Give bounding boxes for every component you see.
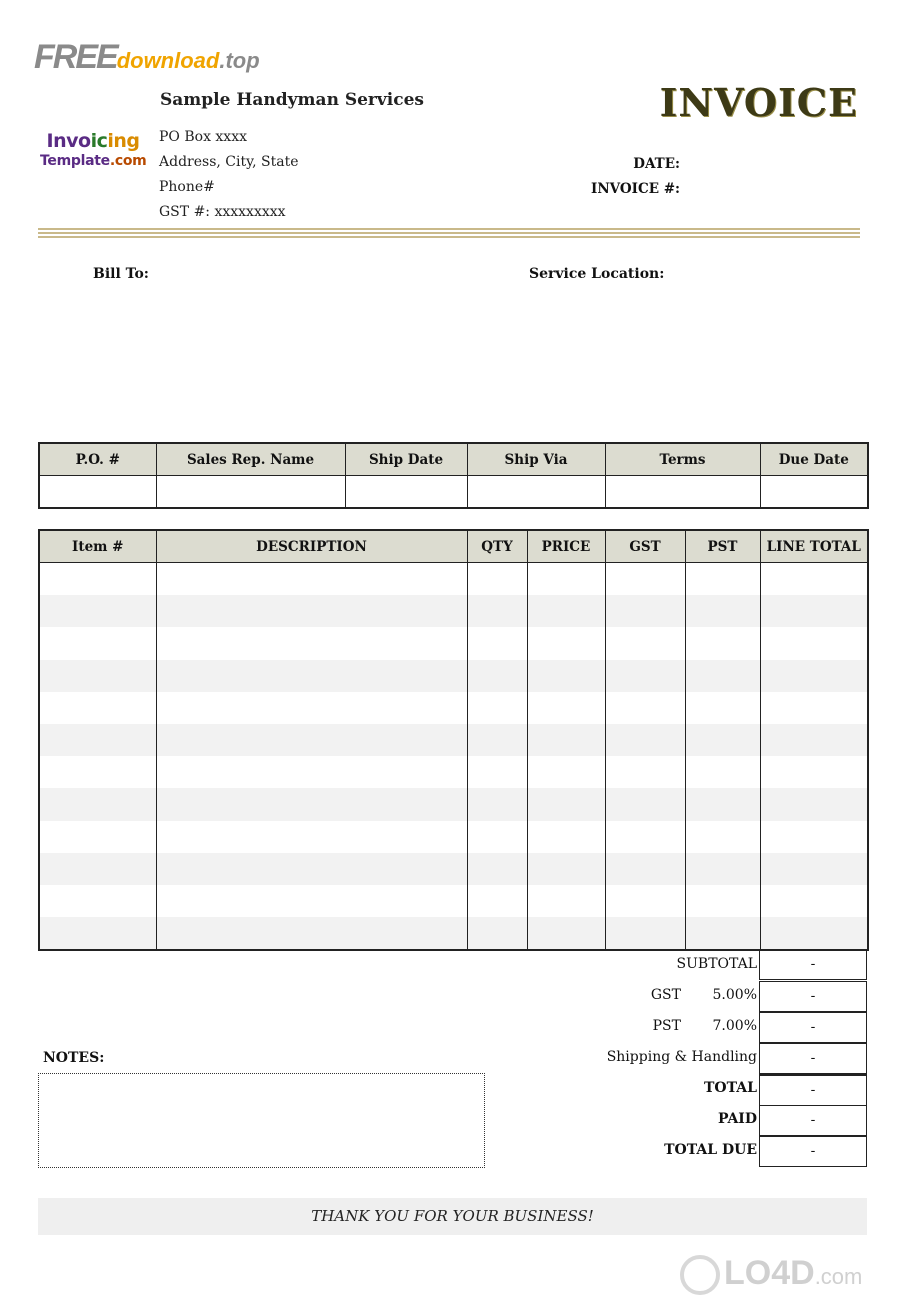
item-cell[interactable]	[527, 563, 605, 596]
invoice-title: INVOICE	[659, 80, 858, 125]
item-cell[interactable]	[156, 595, 467, 627]
item-cell[interactable]	[527, 917, 605, 950]
item-cell[interactable]	[605, 563, 685, 596]
item-cell[interactable]	[467, 853, 527, 885]
description-header: DESCRIPTION	[156, 530, 467, 563]
lo4d-icon	[680, 1255, 720, 1295]
item-cell[interactable]	[605, 917, 685, 950]
item-cell[interactable]	[605, 595, 685, 627]
ship-date-cell[interactable]	[345, 476, 467, 509]
company-name: Sample Handyman Services	[160, 90, 424, 110]
address-line-1: PO Box xxxx	[159, 129, 247, 145]
table-row	[39, 853, 868, 885]
item-cell[interactable]	[527, 692, 605, 724]
company-logo: Invoicing Template.com	[40, 130, 147, 169]
item-cell[interactable]	[685, 627, 760, 659]
terms-cell[interactable]	[605, 476, 760, 509]
address-line-4: GST #: xxxxxxxxx	[159, 204, 286, 220]
item-cell[interactable]	[156, 692, 467, 724]
table-row	[39, 563, 868, 596]
item-cell[interactable]	[527, 821, 605, 853]
pst-label: PST	[652, 1018, 681, 1034]
item-cell[interactable]	[685, 595, 760, 627]
item-cell[interactable]	[527, 885, 605, 917]
item-cell[interactable]	[467, 917, 527, 950]
total-label: TOTAL	[704, 1080, 757, 1096]
item-cell[interactable]	[685, 563, 760, 596]
item-cell[interactable]	[605, 660, 685, 692]
line-total-header: LINE TOTAL	[760, 530, 868, 563]
item-cell[interactable]	[39, 660, 156, 692]
price-header: PRICE	[527, 530, 605, 563]
notes-box[interactable]	[38, 1073, 485, 1168]
table-row	[39, 917, 868, 950]
item-cell[interactable]	[605, 692, 685, 724]
item-cell[interactable]	[39, 853, 156, 885]
item-cell[interactable]	[467, 724, 527, 756]
item-cell[interactable]	[685, 756, 760, 788]
header-divider	[38, 228, 860, 240]
table-row	[39, 724, 868, 756]
address-line-2: Address, City, State	[159, 154, 299, 170]
item-cell[interactable]	[39, 563, 156, 596]
item-cell[interactable]	[39, 821, 156, 853]
bill-to-label: Bill To:	[93, 266, 149, 282]
pst-value: -	[759, 1012, 867, 1043]
sales-rep-cell[interactable]	[156, 476, 345, 509]
item-cell[interactable]	[760, 756, 868, 788]
table-row	[39, 660, 868, 692]
item-cell[interactable]	[685, 660, 760, 692]
item-cell[interactable]	[685, 692, 760, 724]
item-cell[interactable]	[605, 627, 685, 659]
item-cell[interactable]	[467, 885, 527, 917]
date-label: DATE:	[633, 156, 680, 172]
item-cell[interactable]	[685, 917, 760, 950]
item-cell[interactable]	[39, 885, 156, 917]
gst-rate: 5.00%	[712, 987, 757, 1003]
table-row	[39, 885, 868, 917]
item-cell[interactable]	[527, 853, 605, 885]
item-cell[interactable]	[760, 627, 868, 659]
po-cell[interactable]	[39, 476, 156, 509]
gst-label: GST	[650, 987, 681, 1003]
sales-rep-header: Sales Rep. Name	[156, 443, 345, 476]
item-cell[interactable]	[685, 853, 760, 885]
invoice-number-label: INVOICE #:	[591, 181, 680, 197]
item-cell[interactable]	[527, 595, 605, 627]
item-cell[interactable]	[156, 885, 467, 917]
gst-header: GST	[605, 530, 685, 563]
table-row	[39, 821, 868, 853]
item-cell[interactable]	[467, 563, 527, 596]
item-cell[interactable]	[527, 660, 605, 692]
item-cell[interactable]	[760, 563, 868, 596]
item-cell[interactable]	[156, 627, 467, 659]
item-cell[interactable]	[39, 788, 156, 820]
watermark-bottom: LO4D.com	[680, 1254, 900, 1304]
subtotal-label: SUBTOTAL	[676, 956, 757, 972]
item-cell[interactable]	[760, 821, 868, 853]
item-cell[interactable]	[39, 692, 156, 724]
item-cell[interactable]	[156, 660, 467, 692]
item-cell[interactable]	[39, 627, 156, 659]
table-row	[39, 788, 868, 820]
item-cell[interactable]	[467, 660, 527, 692]
item-cell[interactable]	[39, 595, 156, 627]
item-cell[interactable]	[467, 627, 527, 659]
item-cell[interactable]	[685, 821, 760, 853]
item-cell[interactable]	[39, 756, 156, 788]
service-location-label: Service Location:	[529, 266, 665, 282]
paid-value[interactable]: -	[759, 1105, 867, 1136]
subtotal-value: -	[759, 950, 867, 980]
line-items-table	[38, 529, 869, 951]
item-cell[interactable]	[156, 917, 467, 950]
shipping-label: Shipping & Handling	[606, 1049, 757, 1065]
total-value: -	[759, 1074, 867, 1106]
item-cell[interactable]	[760, 917, 868, 950]
due-date-header: Due Date	[760, 443, 868, 476]
qty-header: QTY	[467, 530, 527, 563]
total-due-label: TOTAL DUE	[664, 1142, 757, 1158]
item-cell[interactable]	[467, 692, 527, 724]
item-cell[interactable]	[760, 692, 868, 724]
item-cell[interactable]	[605, 821, 685, 853]
item-cell[interactable]	[760, 788, 868, 820]
order-info-table	[38, 442, 869, 509]
table-row	[39, 692, 868, 724]
item-cell[interactable]	[760, 724, 868, 756]
item-cell[interactable]	[467, 756, 527, 788]
item-cell[interactable]	[527, 756, 605, 788]
item-cell[interactable]	[156, 788, 467, 820]
paid-label: PAID	[717, 1111, 757, 1127]
item-cell[interactable]	[605, 724, 685, 756]
ship-date-header: Ship Date	[345, 443, 467, 476]
item-cell[interactable]	[156, 563, 467, 596]
table-row	[39, 756, 868, 788]
item-cell[interactable]	[760, 885, 868, 917]
item-cell[interactable]	[156, 756, 467, 788]
item-cell[interactable]	[156, 724, 467, 756]
address-line-3: Phone#	[159, 179, 215, 195]
item-cell[interactable]	[760, 660, 868, 692]
item-cell[interactable]	[527, 724, 605, 756]
item-cell[interactable]	[527, 627, 605, 659]
item-cell[interactable]	[39, 917, 156, 950]
pst-rate: 7.00%	[712, 1018, 757, 1034]
due-date-cell[interactable]	[760, 476, 868, 509]
item-cell[interactable]	[527, 788, 605, 820]
item-cell[interactable]	[467, 595, 527, 627]
terms-header: Terms	[605, 443, 760, 476]
item-cell[interactable]	[760, 595, 868, 627]
item-cell[interactable]	[685, 724, 760, 756]
table-row	[39, 627, 868, 659]
table-row	[39, 595, 868, 627]
item-cell[interactable]	[685, 788, 760, 820]
shipping-value[interactable]: -	[759, 1043, 867, 1074]
item-cell[interactable]	[467, 788, 527, 820]
item-cell[interactable]	[156, 853, 467, 885]
item-number-header: Item #	[39, 530, 156, 563]
total-due-value: -	[759, 1136, 867, 1167]
item-cell[interactable]	[605, 756, 685, 788]
item-cell[interactable]	[156, 821, 467, 853]
item-cell[interactable]	[605, 885, 685, 917]
watermark-logo: FREEdownload.top	[34, 38, 260, 76]
gst-value: -	[759, 981, 867, 1012]
po-header: P.O. #	[39, 443, 156, 476]
ship-via-cell[interactable]	[467, 476, 605, 509]
item-cell[interactable]	[605, 788, 685, 820]
thank-you-banner: THANK YOU FOR YOUR BUSINESS!	[38, 1198, 867, 1235]
item-cell[interactable]	[605, 853, 685, 885]
item-cell[interactable]	[467, 821, 527, 853]
notes-label: NOTES:	[43, 1050, 105, 1066]
ship-via-header: Ship Via	[467, 443, 605, 476]
item-cell[interactable]	[685, 885, 760, 917]
pst-header: PST	[685, 530, 760, 563]
item-cell[interactable]	[760, 853, 868, 885]
item-cell[interactable]	[39, 724, 156, 756]
